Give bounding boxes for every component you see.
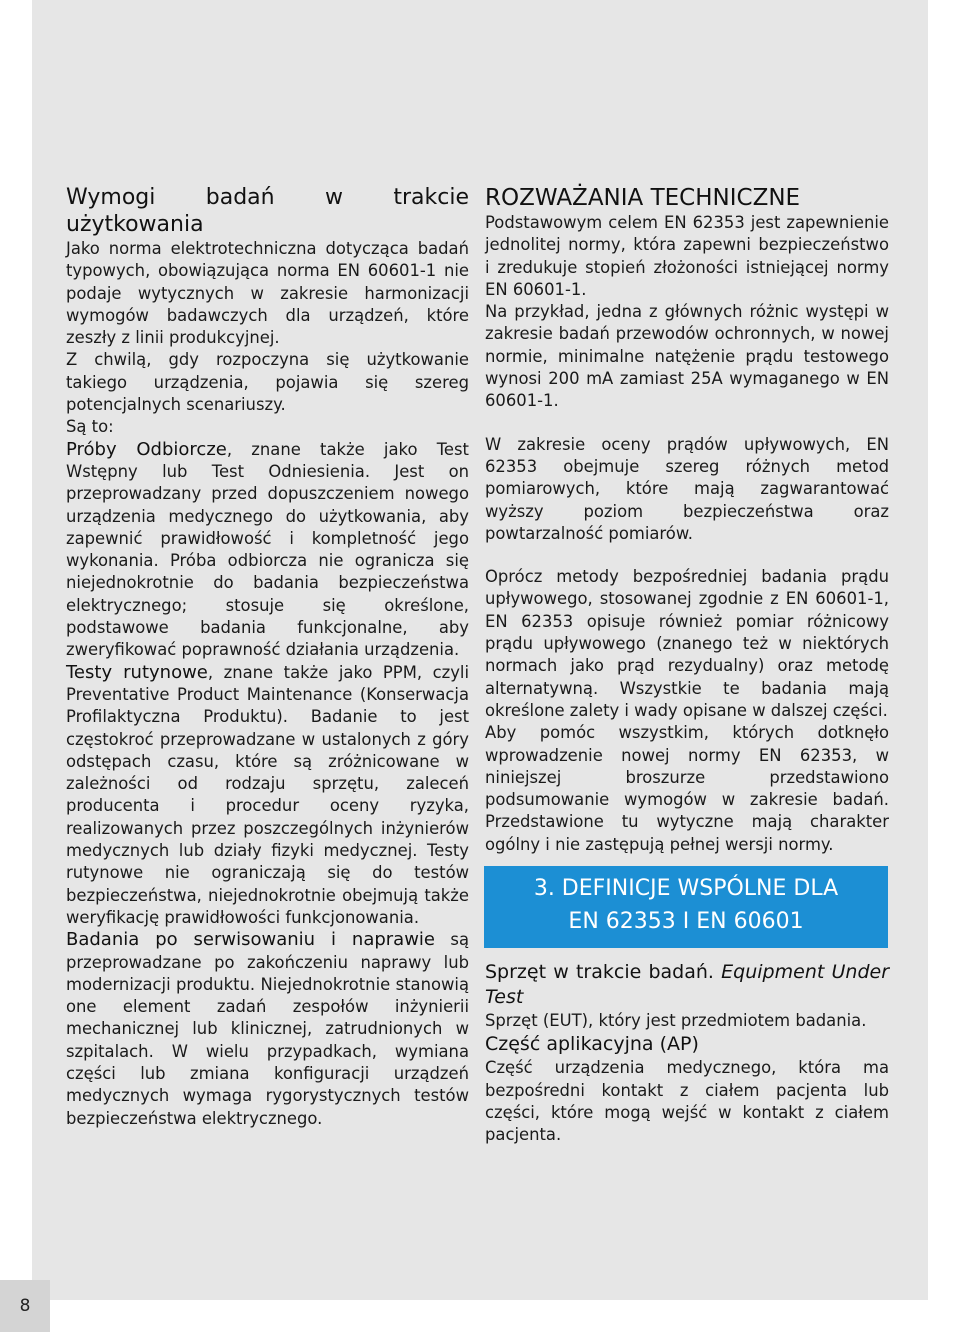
definition-eut-term-english: Equipment Under Test	[485, 961, 890, 1009]
acceptance-tests-text: , znane także jako Test Wstępny lub Test Odniesienia. Jest on przeprowadzany przed dopuszczeniem nowego urządzenia medycznego do użytkowania, aby zapewnić prawidłowość i kompletność jego wykonania. Próba odbiorcza nie ogranicza się niejednokrotnie do badania bezpieczeństwa elektrycznego; stosuje się określone, podstawowe badania funkcjonalne, aby zweryfikować poprawność działania urządzenia.	[66, 439, 469, 660]
banner-line-1: 3. DEFINICJE WSPÓLNE DLA	[533, 876, 839, 902]
term-acceptance-tests: Próby Odbiorcze	[66, 438, 227, 460]
spacer	[485, 948, 889, 960]
term-routine-tests: Testy rutynowe	[66, 661, 208, 683]
paragraph-summary: Aby pomóc wszystkim, których dotknęło wprowadzenie nowej normy EN 62353, w niniejszej broszurze przedstawiono podsumowanie wymogów w zakresie badań. Przedstawione tu wytyczne mają charakter ogólny i nie zastępują pełnej wersji normy.	[485, 723, 889, 854]
definitions-banner	[484, 866, 888, 948]
routine-tests-text: , znane także jako PPM, czyli Preventative Product Maintenance (Konserwacja Profilaktyczna Produktu). Badanie to jest częstokroć przeprowadzane w ustalonych z góry odstępach czasu, które są zróżnicowane w zależności od rodzaju sprzętu, zaleceń producenta i procedur oceny ryzyka, realizowanych przez poszczególnych inżynierów medycznych lub działy fizyki medycznej. Testy rutynowe nie ograniczają się do testów bezpieczeństwa, niejednokrotnie obejmują także weryfikację prawidłowości funkcjonowania.	[66, 662, 469, 927]
section-heading-requirements: Wymogi badań w trakcie użytkowania	[66, 185, 469, 237]
item-post-repair-tests	[66, 929, 469, 1130]
definition-eut-term: Sprzęt w trakcie badań.	[485, 961, 714, 984]
post-repair-tests-text: są przeprowadzane po zakończeniu naprawy lub modernizacji produktu. Niejednokrotnie stanowią one element zadań zespołów inżynierii mechanicznej lub klinicznej, zatrudnionych w szpitalach. W wielu przypadkach, wymiana części lub zmiana konfiguracji urządzeń medycznych wymaga rygorystycznych testów bezpieczeństwa elektrycznego.	[66, 930, 470, 1128]
definition-eut-text: Sprzęt (EUT), który jest przedmiotem badania.	[485, 1011, 867, 1031]
page-number: 8	[19, 1296, 31, 1316]
paragraph-differences: Na przykład, jedna z głównych różnic występi w zakresie badań przewodów ochronnych, w nowej normie, minimalne natężenie prądu testowego wynosi 200 mA zamiast 25A wymaganego w EN 60601-1.	[485, 302, 889, 411]
paragraph-purpose: Podstawowym celem EN 62353 jest zapewnienie jednolitej normy, która zapewni bezpieczeństwo i zredukuje stopień złożoności istniejącej normy EN 60601-1.	[485, 213, 889, 299]
paragraph-methods: Oprócz metody bezpośredniej badania prądu upływowego, stosowanej zgodnie z EN 60601-1, EN 62353 opisuje również pomiar różnicowy prądu upływowego (znanego też w niektórych normach jako prąd rezydualny) oraz metodę alternatywną. Wszystkie te badania mają określone zalety i wady opisane w dalszej części.	[485, 567, 889, 720]
banner-line-2: EN 62353 I EN 60601	[568, 909, 804, 935]
definition-ap-text: Część urządzenia medycznego, która ma bezpośredni kontakt z ciałem pacjenta lub części, które mogą wejść w kontakt z ciałem pacjenta.	[485, 1058, 889, 1145]
these-are-label: Są to:	[66, 417, 114, 437]
item-acceptance-tests	[66, 439, 469, 662]
paragraph-scenarios: Z chwilą, gdy rozpoczyna się użytkowanie takiego urządzenia, pojawia się szereg potencjalnych scenariuszy.	[66, 350, 469, 415]
spacer	[485, 545, 889, 566]
item-routine-tests	[66, 662, 469, 930]
definition-eut-heading	[485, 960, 889, 1010]
left-column	[66, 184, 469, 1130]
term-post-repair-tests: Badania po serwisowaniu i naprawie	[66, 929, 436, 951]
paragraph-intro: Jako norma elektrotechniczna dotycząca badań typowych, obowiązująca norma EN 60601-1 nie podaje wytycznych w zakresie harmonizacji wymogów badawczych dla urządzeń, które zeszły z linii produkcyjnej.	[66, 239, 469, 348]
paragraph-leakage: W zakresie oceny prądów upływowych, EN 62353 obejmuje szereg różnych metod pomiarowych, które mają zagwarantować wyższy poziom bezpieczeństwa oraz powtarzalność pomiarów.	[485, 434, 889, 543]
section-heading-technical: ROZWAŻANIA TECHNICZNE	[485, 185, 801, 211]
definition-ap-heading: Część aplikacyjna (AP)	[485, 1033, 699, 1056]
spacer	[485, 413, 889, 434]
right-column	[485, 184, 889, 1147]
